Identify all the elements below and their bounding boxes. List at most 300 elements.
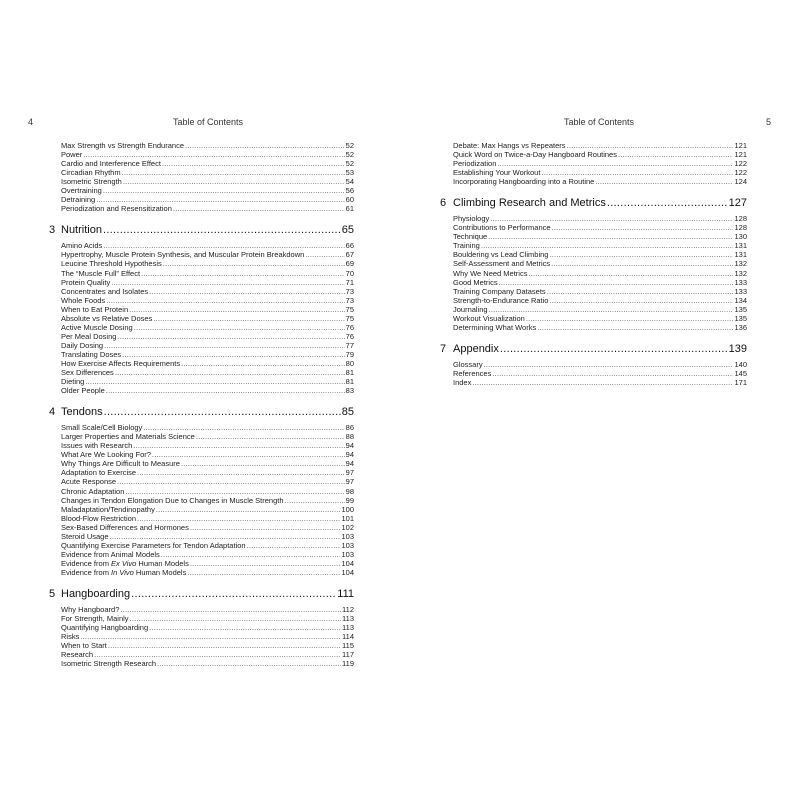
entry-title: Research bbox=[61, 650, 94, 660]
dot-leader bbox=[187, 568, 340, 577]
dot-leader bbox=[484, 360, 734, 369]
toc-entry bbox=[453, 141, 747, 150]
entry-title: Older People bbox=[61, 386, 105, 396]
entry-page: 75 bbox=[345, 304, 354, 314]
dot-leader bbox=[552, 223, 734, 232]
dot-leader bbox=[106, 386, 345, 395]
entry-page: 97 bbox=[345, 468, 354, 478]
entry-title: Maladaptation/Tendinopathy bbox=[61, 504, 155, 514]
toc-entry bbox=[61, 605, 354, 614]
entry-page: 60 bbox=[345, 195, 354, 205]
toc-entry bbox=[61, 459, 354, 468]
dot-leader bbox=[537, 323, 733, 332]
toc-entry bbox=[61, 623, 354, 632]
toc-entry bbox=[453, 250, 747, 259]
toc-entry bbox=[61, 296, 354, 305]
dot-leader bbox=[181, 459, 345, 468]
entry-page: 52 bbox=[345, 150, 354, 160]
toc-entry bbox=[61, 159, 354, 168]
toc-entry bbox=[453, 360, 747, 369]
toc-entry bbox=[61, 550, 354, 559]
entry-page: 132 bbox=[734, 268, 747, 278]
chapter-title: Climbing Research and Metrics bbox=[453, 197, 606, 210]
chapter-number: 5 bbox=[49, 587, 56, 600]
entry-title: Isometric Strength Research bbox=[61, 659, 157, 669]
dot-leader bbox=[488, 232, 733, 241]
dot-leader bbox=[541, 168, 733, 177]
toc-entry bbox=[61, 432, 354, 441]
dot-leader bbox=[120, 605, 341, 614]
dot-leader bbox=[122, 350, 344, 359]
toc-entry bbox=[61, 278, 354, 287]
entry-title: For Strength, Mainly bbox=[61, 614, 129, 624]
toc-entry bbox=[61, 177, 354, 186]
entry-page: 75 bbox=[345, 313, 354, 323]
dot-leader bbox=[104, 341, 345, 350]
entry-page: 112 bbox=[342, 604, 354, 614]
chapter-title: Appendix bbox=[453, 342, 499, 355]
dot-leader bbox=[103, 224, 341, 237]
entry-title: Absolute vs Relative Doses bbox=[61, 313, 153, 323]
entry-title: Protein Quality bbox=[61, 277, 111, 287]
toc-entry bbox=[61, 305, 354, 314]
dot-leader bbox=[83, 150, 344, 159]
entry-page: 94 bbox=[345, 441, 354, 451]
entry-page: 117 bbox=[342, 650, 354, 660]
toc-entry bbox=[453, 269, 747, 278]
toc-entry bbox=[61, 168, 354, 177]
toc-entry bbox=[453, 241, 747, 250]
entry-title: Issues with Research bbox=[61, 441, 133, 451]
toc-entry bbox=[61, 532, 354, 541]
dot-leader bbox=[499, 278, 734, 287]
entry-title: Whole Foods bbox=[61, 295, 106, 305]
dot-leader bbox=[153, 314, 344, 323]
dot-leader bbox=[247, 541, 341, 550]
dot-leader bbox=[85, 377, 344, 386]
entry-title: Isometric Strength bbox=[61, 177, 122, 187]
entry-page: 73 bbox=[345, 286, 354, 296]
toc-entry bbox=[61, 323, 354, 332]
entry-page: 56 bbox=[345, 186, 354, 196]
toc-entry bbox=[453, 177, 747, 186]
toc-entry bbox=[61, 568, 354, 577]
chapter-page: 127 bbox=[728, 197, 747, 210]
entry-title: How Exercise Affects Requirements bbox=[61, 358, 181, 368]
toc-entry bbox=[453, 223, 747, 232]
chapter-title: Nutrition bbox=[61, 224, 102, 237]
entry-page: 97 bbox=[345, 477, 354, 487]
entry-page: 128 bbox=[734, 214, 747, 224]
dot-leader bbox=[117, 332, 344, 341]
entry-page: 81 bbox=[345, 368, 354, 378]
entry-title: Active Muscle Dosing bbox=[61, 322, 133, 332]
toc-entry bbox=[61, 614, 354, 623]
toc-entry bbox=[453, 323, 747, 332]
entry-title: Training bbox=[453, 241, 480, 251]
dot-leader bbox=[305, 250, 344, 259]
dot-leader bbox=[489, 305, 734, 314]
dot-leader bbox=[285, 496, 345, 505]
entry-title: Why Hangboard? bbox=[61, 604, 120, 614]
entry-title: Debate: Max Hangs vs Repeaters bbox=[453, 141, 566, 150]
entry-title: Risks bbox=[61, 632, 80, 642]
dot-leader bbox=[547, 287, 734, 296]
entry-page: 80 bbox=[345, 358, 354, 368]
entry-title: Physiology bbox=[453, 214, 490, 224]
entry-page: 132 bbox=[734, 259, 747, 269]
dot-leader bbox=[490, 214, 733, 223]
entry-title: Periodization and Resensitization bbox=[61, 204, 172, 214]
entry-title: Strength-to-Endurance Ratio bbox=[453, 295, 549, 305]
toc-entry bbox=[61, 505, 354, 514]
dot-leader bbox=[106, 296, 344, 305]
entry-title-italic: In Vivo bbox=[111, 567, 134, 577]
entry-page: 104 bbox=[341, 567, 354, 577]
entry-page: 131 bbox=[734, 241, 747, 251]
entry-page: 113 bbox=[342, 623, 354, 633]
toc-entry bbox=[453, 369, 747, 378]
entry-page: 115 bbox=[342, 641, 354, 651]
toc-entry bbox=[61, 241, 354, 250]
entry-page: 76 bbox=[345, 322, 354, 332]
entry-title: Quick Word on Twice-a-Day Hangboard Routines bbox=[453, 150, 617, 160]
toc-entry bbox=[453, 378, 747, 387]
dot-leader bbox=[123, 177, 345, 186]
entry-title-part: Human Models bbox=[136, 558, 189, 568]
dot-leader bbox=[122, 168, 345, 177]
chapter-page: 85 bbox=[341, 406, 354, 419]
entry-title-part: Evidence from bbox=[61, 567, 112, 577]
dot-leader bbox=[125, 487, 344, 496]
right-page bbox=[400, 0, 800, 800]
dot-leader bbox=[143, 423, 344, 432]
entry-page: 124 bbox=[734, 177, 747, 187]
dot-leader bbox=[526, 314, 734, 323]
chapter-number: 7 bbox=[440, 342, 447, 355]
toc-entry bbox=[61, 314, 354, 323]
dot-leader bbox=[190, 559, 341, 568]
dot-leader bbox=[115, 368, 345, 377]
dot-leader bbox=[481, 241, 734, 250]
toc-entry bbox=[61, 487, 354, 496]
chapter-number: 4 bbox=[49, 406, 56, 419]
entry-title: Small Scale/Cell Biology bbox=[61, 423, 143, 433]
dot-leader bbox=[141, 269, 345, 278]
entry-page: 101 bbox=[341, 513, 354, 523]
dot-leader bbox=[472, 378, 733, 387]
toc-entry bbox=[61, 186, 354, 195]
entry-page: 77 bbox=[345, 340, 354, 350]
toc-entry bbox=[61, 541, 354, 550]
entry-title: Larger Properties and Materials Science bbox=[61, 432, 195, 442]
entry-page: 53 bbox=[345, 168, 354, 178]
dot-leader bbox=[111, 278, 344, 287]
entry-title: Leucine Threshold Hypothesis bbox=[61, 259, 162, 269]
entry-title: Glossary bbox=[453, 359, 483, 369]
dot-leader bbox=[567, 141, 734, 150]
entry-page: 128 bbox=[734, 223, 747, 233]
entry-page: 100 bbox=[341, 504, 354, 514]
dot-leader bbox=[117, 477, 345, 486]
toc-entry bbox=[61, 368, 354, 377]
entry-title: Cardio and Interference Effect bbox=[61, 159, 161, 169]
chapter-heading bbox=[49, 224, 354, 237]
entry-title: Periodization bbox=[453, 159, 497, 169]
entry-page: 54 bbox=[345, 177, 354, 187]
chapter-heading bbox=[440, 197, 747, 210]
entry-title: Establishing Your Workout bbox=[453, 168, 541, 178]
entry-title: Sex-Based Differences and Hormones bbox=[61, 522, 189, 532]
dot-leader bbox=[190, 523, 341, 532]
toc-entry bbox=[61, 450, 354, 459]
entry-page: 102 bbox=[341, 522, 354, 532]
entry-page: 103 bbox=[341, 531, 354, 541]
entry-page: 73 bbox=[345, 295, 354, 305]
toc-entry bbox=[61, 341, 354, 350]
entry-title: Daily Dosing bbox=[61, 340, 104, 350]
dot-leader bbox=[196, 432, 345, 441]
entry-page: 134 bbox=[734, 295, 747, 305]
dot-leader bbox=[549, 296, 733, 305]
toc-entry bbox=[61, 496, 354, 505]
toc-entry bbox=[61, 514, 354, 523]
entry-title: Adaptation to Exercise bbox=[61, 468, 137, 478]
toc-entry bbox=[61, 269, 354, 278]
entry-title: The “Muscle Full” Effect bbox=[61, 268, 141, 278]
entry-title: Steroid Usage bbox=[61, 531, 109, 541]
chapter-page: 111 bbox=[337, 587, 354, 600]
dot-leader bbox=[500, 343, 728, 356]
dot-leader bbox=[108, 641, 341, 650]
dot-leader bbox=[181, 359, 345, 368]
entry-page: 119 bbox=[342, 659, 354, 669]
dot-leader bbox=[497, 159, 733, 168]
toc-entry bbox=[453, 159, 747, 168]
entry-title: Workout Visualization bbox=[453, 313, 525, 323]
entry-title: Translating Doses bbox=[61, 349, 122, 359]
entry-page: 94 bbox=[345, 459, 354, 469]
toc-entry bbox=[453, 259, 747, 268]
entry-title: Overtraining bbox=[61, 186, 102, 196]
toc-entry bbox=[61, 359, 354, 368]
toc-entry bbox=[61, 141, 354, 150]
toc-entry bbox=[453, 305, 747, 314]
entry-title: Quantifying Hangboarding bbox=[61, 623, 149, 633]
entry-page: 130 bbox=[734, 232, 747, 242]
entry-page: 70 bbox=[345, 268, 354, 278]
entry-page: 121 bbox=[734, 150, 747, 160]
toc-entry bbox=[61, 386, 354, 395]
entry-title: Power bbox=[61, 150, 83, 160]
entry-page: 76 bbox=[345, 331, 354, 341]
toc-entry bbox=[61, 477, 354, 486]
entry-title: Why Things Are Difficult to Measure bbox=[61, 459, 180, 469]
entry-title bbox=[61, 559, 189, 568]
chapter-page: 65 bbox=[341, 224, 354, 237]
dot-leader bbox=[131, 588, 336, 601]
entry-page: 171 bbox=[734, 377, 747, 387]
dot-leader bbox=[129, 305, 345, 314]
entry-title-italic: Ex Vivo bbox=[111, 558, 137, 568]
entry-title: Training Company Datasets bbox=[453, 286, 546, 296]
dot-leader bbox=[173, 204, 345, 213]
toc-entry bbox=[61, 468, 354, 477]
toc-entry bbox=[61, 441, 354, 450]
entry-page: 103 bbox=[341, 540, 354, 550]
entry-title: Max Strength vs Strength Endurance bbox=[61, 141, 184, 150]
toc-entry bbox=[61, 650, 354, 659]
toc-entry bbox=[61, 287, 354, 296]
chapter-title: Hangboarding bbox=[61, 587, 131, 600]
entry-page: 122 bbox=[734, 168, 747, 178]
toc-entry bbox=[61, 259, 354, 268]
dot-leader bbox=[149, 623, 341, 632]
left-page-header: Table of Contents bbox=[173, 117, 244, 127]
toc-entry bbox=[453, 296, 747, 305]
entry-page: 104 bbox=[341, 558, 354, 568]
right-page-header: Table of Contents bbox=[564, 117, 635, 127]
entry-title: Bouldering vs Lead Climbing bbox=[453, 250, 549, 260]
dot-leader bbox=[134, 323, 345, 332]
dot-leader bbox=[137, 514, 340, 523]
left-page-number: 4 bbox=[28, 117, 34, 127]
dot-leader bbox=[528, 269, 733, 278]
entry-page: 98 bbox=[345, 486, 354, 496]
entry-page: 121 bbox=[734, 141, 747, 150]
entry-page: 99 bbox=[345, 495, 354, 505]
toc-entry bbox=[453, 168, 747, 177]
entry-title: Amino Acids bbox=[61, 241, 103, 251]
dot-leader bbox=[163, 259, 345, 268]
toc-entry bbox=[453, 287, 747, 296]
dot-leader bbox=[492, 369, 733, 378]
dot-leader bbox=[618, 150, 734, 159]
right-page-number: 5 bbox=[766, 117, 772, 127]
toc-entry bbox=[61, 659, 354, 668]
entry-title: Circadian Rhythm bbox=[61, 168, 121, 178]
entry-page: 52 bbox=[345, 159, 354, 169]
toc-entry bbox=[61, 204, 354, 213]
dot-leader bbox=[137, 468, 345, 477]
dot-leader bbox=[595, 177, 733, 186]
left-toc bbox=[49, 141, 354, 669]
entry-page: 94 bbox=[345, 450, 354, 460]
entry-page: 61 bbox=[345, 204, 354, 214]
right-toc bbox=[440, 141, 747, 387]
entry-title bbox=[61, 568, 186, 577]
toc-entry bbox=[61, 423, 354, 432]
chapter-page: 139 bbox=[728, 342, 747, 355]
toc-entry bbox=[453, 232, 747, 241]
entry-title: Per Meal Dosing bbox=[61, 331, 117, 341]
dot-leader bbox=[96, 195, 344, 204]
toc-entry bbox=[61, 195, 354, 204]
entry-title: Journaling bbox=[453, 304, 488, 314]
toc-entry bbox=[61, 632, 354, 641]
entry-page: 52 bbox=[345, 141, 354, 150]
entry-title: What Are We Looking For? bbox=[61, 450, 151, 460]
toc-entry bbox=[453, 314, 747, 323]
entry-title: Good Metrics bbox=[453, 277, 498, 287]
entry-page: 135 bbox=[734, 304, 747, 314]
entry-title: Index bbox=[453, 377, 472, 387]
dot-leader bbox=[110, 532, 341, 541]
toc-entry bbox=[61, 559, 354, 568]
entry-page: 136 bbox=[734, 322, 747, 332]
toc-entry bbox=[453, 214, 747, 223]
entry-title: Incorporating Hangboarding into a Routine bbox=[453, 177, 595, 187]
dot-leader bbox=[94, 650, 341, 659]
chapter-heading bbox=[440, 342, 747, 356]
chapter-heading bbox=[49, 406, 354, 419]
toc-entry bbox=[61, 641, 354, 650]
dot-leader bbox=[152, 450, 345, 459]
toc-entry bbox=[61, 250, 354, 259]
dot-leader bbox=[162, 159, 345, 168]
toc-entry bbox=[61, 332, 354, 341]
entry-page: 69 bbox=[345, 259, 354, 269]
entry-page: 122 bbox=[734, 159, 747, 169]
entry-title: Concentrates and Isolates bbox=[61, 286, 149, 296]
toc-entry bbox=[61, 350, 354, 359]
entry-page: 103 bbox=[341, 549, 354, 559]
entry-page: 71 bbox=[345, 277, 354, 287]
entry-page: 131 bbox=[734, 250, 747, 260]
dot-leader bbox=[133, 441, 344, 450]
toc-entry bbox=[453, 278, 747, 287]
chapter-number: 3 bbox=[49, 224, 56, 237]
entry-title: Self-Assessment and Metrics bbox=[453, 259, 551, 269]
dot-leader bbox=[549, 250, 733, 259]
entry-page: 135 bbox=[734, 313, 747, 323]
dot-leader bbox=[80, 632, 341, 641]
entry-title: References bbox=[453, 368, 492, 378]
entry-page: 88 bbox=[345, 432, 354, 442]
entry-title: Acute Response bbox=[61, 477, 117, 487]
entry-title: Chronic Adaptation bbox=[61, 486, 125, 496]
entry-title: Contributions to Performance bbox=[453, 223, 551, 233]
entry-title: Determining What Works bbox=[453, 322, 537, 332]
dot-leader bbox=[551, 259, 733, 268]
dot-leader bbox=[185, 141, 345, 150]
dot-leader bbox=[103, 186, 345, 195]
entry-page: 114 bbox=[342, 632, 354, 642]
toc-entry bbox=[61, 523, 354, 532]
dot-leader bbox=[149, 287, 345, 296]
entry-title-part: Human Models bbox=[133, 567, 187, 577]
entry-title: When to Start bbox=[61, 641, 107, 651]
entry-title: Changes in Tendon Elongation Due to Changes in Muscle Strength bbox=[61, 495, 284, 505]
dot-leader bbox=[607, 197, 728, 210]
entry-title: Evidence from Animal Models bbox=[61, 549, 160, 559]
entry-title: Sex Differences bbox=[61, 368, 114, 378]
dot-leader bbox=[161, 550, 341, 559]
entry-page: 79 bbox=[345, 349, 354, 359]
entry-title: Detraining bbox=[61, 195, 96, 205]
entry-page: 145 bbox=[734, 368, 747, 378]
entry-page: 66 bbox=[345, 241, 354, 251]
entry-title: Quantifying Exercise Parameters for Tendon Adaptation bbox=[61, 540, 246, 550]
dot-leader bbox=[156, 505, 341, 514]
entry-title: Technique bbox=[453, 232, 488, 242]
entry-page: 83 bbox=[345, 386, 354, 396]
toc-entry bbox=[61, 150, 354, 159]
entry-page: 133 bbox=[734, 286, 747, 296]
entry-page: 67 bbox=[345, 250, 354, 260]
dot-leader bbox=[104, 406, 341, 419]
dot-leader bbox=[103, 241, 344, 250]
